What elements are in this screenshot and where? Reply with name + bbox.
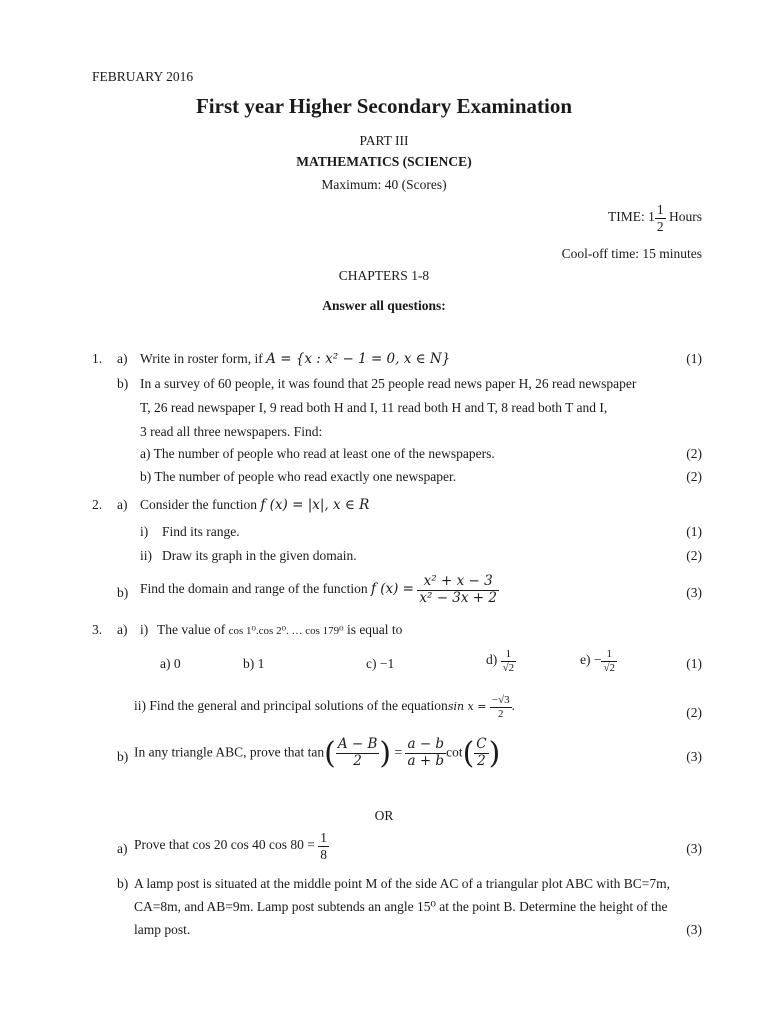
q3b-frac3-num: C: [476, 736, 487, 753]
q2a-ii-label: ii): [140, 548, 152, 563]
time-fraction: [655, 202, 666, 234]
q3-option-d-label: d): [486, 652, 498, 668]
time-frac-num: 1: [656, 202, 664, 217]
q1-number: 1.: [92, 351, 103, 366]
q3a-ii-fraction: [490, 694, 512, 720]
left-paren-icon: (: [324, 736, 336, 771]
q3b-text: [134, 736, 500, 771]
q1a-label: a): [117, 351, 128, 366]
alt-a-fraction: [318, 830, 329, 862]
q2b-fraction: [417, 574, 499, 606]
q2b-prompt: Find the domain and range of the function: [140, 581, 371, 597]
q3b-frac2-den: a + b: [407, 753, 445, 769]
alt-b-line2: CA=8m, and AB=9m. Lamp post subtends an angle 15⁰ at the point B. Determine the height of the: [134, 899, 668, 914]
q3b-frac1-num: A − B: [337, 736, 378, 753]
q2a-i-text: Find its range.: [162, 524, 240, 539]
q1b-part-a: a) The number of people who read at least one of the newspapers.: [140, 446, 495, 461]
q1a-math: A = {x : x² − 1 = 0, x ∈ N}: [266, 351, 451, 367]
q3-number: 3.: [92, 622, 103, 637]
alt-a-text: [134, 830, 329, 862]
q2b-denominator: x² − 3x + 2: [419, 589, 497, 606]
max-score: Maximum: 40 (Scores): [321, 177, 447, 192]
q1b-part-b-mark: (2): [686, 469, 702, 484]
right-paren-icon: ): [488, 736, 501, 771]
q2b-label: b): [117, 585, 129, 600]
q3b-label: b): [117, 749, 129, 764]
q3-options-mark: (1): [686, 656, 702, 671]
q3a-ii: [134, 694, 515, 720]
q3a-i-label: i): [140, 622, 149, 637]
or-separator: OR: [374, 808, 394, 823]
q1a-prompt: Write in roster form, if: [140, 351, 267, 366]
q3-option-e-label: e) −: [580, 652, 602, 668]
q3b-frac2-num: a − b: [407, 736, 445, 753]
q3b-frac3-den: 2: [477, 753, 486, 769]
q2a-label: a): [117, 497, 128, 512]
alt-b-mark: (3): [686, 922, 702, 937]
alt-a-prompt: Prove that: [134, 837, 193, 853]
q1b-part-b: b) The number of people who read exactly one newspaper.: [140, 469, 457, 484]
q1a-text: [140, 351, 450, 367]
q2a-text: [140, 497, 369, 513]
subject-label: MATHEMATICS (SCIENCE): [296, 154, 472, 169]
q2a-i-label: i): [140, 524, 149, 539]
q3a-i-prompt: The value of: [157, 622, 229, 637]
q3-option-b: b) 1: [243, 656, 265, 671]
time-unit: Hours: [669, 209, 702, 225]
q1b-label: b): [117, 376, 129, 391]
q3-option-e-den: √2: [603, 661, 616, 674]
q3a-label: a): [117, 622, 128, 637]
q2a-i-mark: (1): [686, 524, 702, 539]
time-label: TIME: 1: [608, 209, 655, 225]
cooloff-time: Cool-off time: 15 minutes: [561, 246, 702, 261]
page-title: First year Higher Secondary Examination: [195, 94, 573, 118]
q3a-ii-text: Find the general and principal solutions of the equation: [149, 698, 448, 714]
time-allowed: [608, 202, 702, 234]
q3a-i-math: cos 1⁰.cos 2⁰. … cos 179⁰: [228, 625, 344, 637]
q2a-math: f (x) = |x|, x ∈ R: [260, 497, 370, 513]
q2b-text: [140, 574, 499, 606]
part-label: PART III: [359, 133, 409, 148]
time-frac-den: 2: [656, 218, 664, 234]
q3b-cot: cot: [446, 744, 463, 760]
q2a-prompt: Consider the function: [140, 497, 261, 512]
alt-a-math: cos 20 cos 40 cos 80 =: [192, 837, 315, 853]
q1b-line2: T, 26 read newspaper I, 9 read both H and I, 11 read both H and T, 8 read both T and I,: [140, 400, 608, 415]
q3a-ii-math: sin x =: [447, 700, 487, 714]
q3a-i-text: [157, 622, 402, 638]
q3a-ii-den: 2: [497, 707, 504, 720]
q2-number: 2.: [92, 497, 103, 512]
q3a-ii-mark: (2): [686, 705, 702, 720]
q3-option-e-fraction: [601, 648, 617, 674]
q1b-line3: 3 read all three newspapers. Find:: [140, 424, 323, 439]
q3-option-c: c) −1: [366, 656, 395, 671]
q2a-ii-text: Draw its graph in the given domain.: [162, 548, 357, 563]
left-paren-icon: (: [462, 736, 475, 771]
exam-date: FEBRUARY 2016: [92, 69, 194, 84]
q3-option-d-num: 1: [501, 648, 517, 662]
q3b-fraction-3: [474, 737, 488, 769]
instruction: Answer all questions:: [322, 298, 446, 313]
q3b-prompt: In any triangle ABC, prove that tan: [134, 744, 325, 760]
alt-a-num: 1: [320, 830, 327, 845]
alt-a-den: 8: [320, 846, 327, 862]
q2b-fx: f (x) =: [370, 581, 414, 598]
q3b-equals: =: [394, 744, 403, 760]
q3a-ii-label: ii): [134, 698, 146, 714]
q3-option-d-fraction: [501, 648, 517, 674]
q1a-mark: (1): [686, 351, 702, 366]
right-paren-icon: ): [379, 736, 392, 771]
alt-a-label: a): [117, 841, 128, 856]
alt-b-label: b): [117, 876, 129, 891]
alt-b-line3: lamp post.: [134, 922, 191, 937]
q1b-part-a-mark: (2): [686, 446, 702, 461]
q3-option-d: [486, 648, 516, 674]
q3-option-e: [580, 648, 617, 674]
q2b-mark: (3): [686, 585, 702, 600]
q3b-fraction-2: [405, 737, 446, 769]
q3b-frac1-den: 2: [353, 753, 362, 769]
chapters-label: CHAPTERS 1-8: [338, 268, 430, 283]
q3-option-d-den: √2: [502, 661, 515, 674]
q3a-i-tail: is equal to: [343, 622, 403, 637]
alt-a-mark: (3): [686, 841, 702, 856]
q3a-ii-dot: .: [511, 698, 515, 714]
q3b-mark: (3): [686, 749, 702, 764]
q2a-ii-mark: (2): [686, 548, 702, 563]
q3b-fraction-1: [336, 737, 380, 769]
alt-b-line1: A lamp post is situated at the middle point M of the side AC of a triangular plot ABC with BC=7m,: [134, 876, 670, 891]
q3-option-a: a) 0: [160, 656, 181, 671]
q3-option-e-num: 1: [601, 648, 617, 662]
q1b-line1: In a survey of 60 people, it was found that 25 people read news paper H, 26 read newspaper: [140, 376, 637, 391]
q2b-numerator: x² + x − 3: [417, 574, 499, 591]
q3a-ii-num: −√3: [491, 694, 510, 706]
